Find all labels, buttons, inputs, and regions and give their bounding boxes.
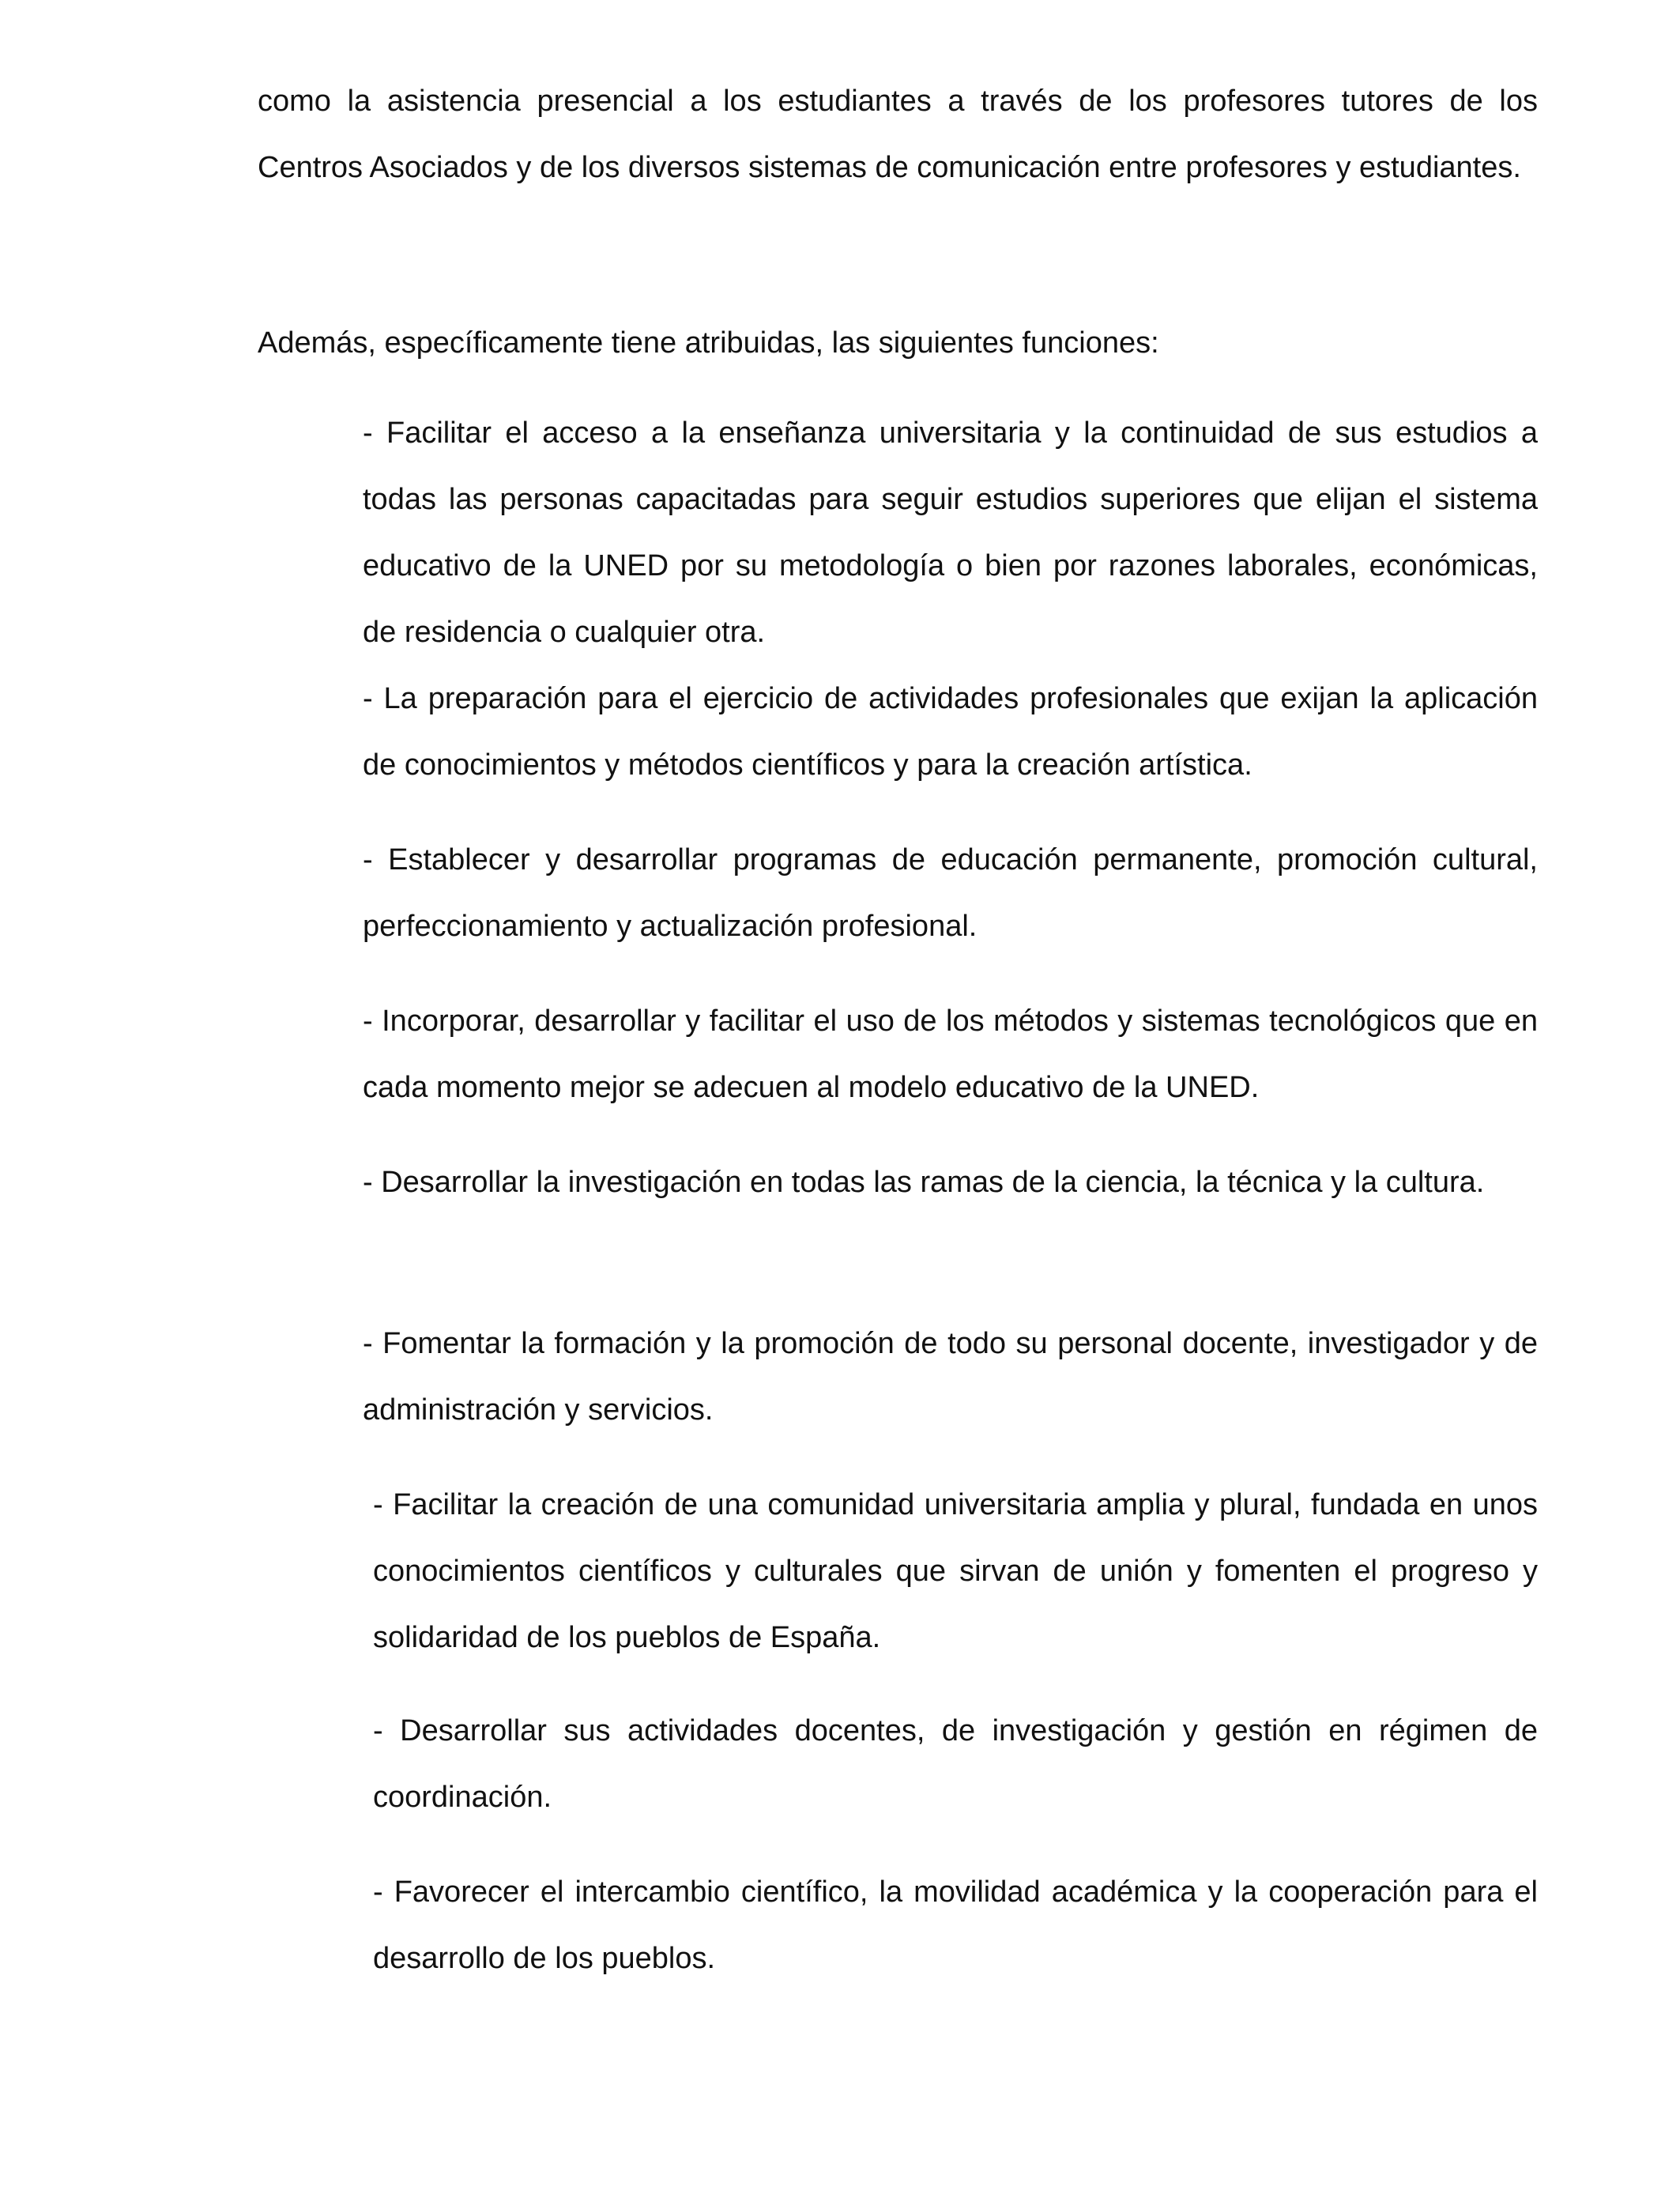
function-item-scientific-exchange: - Favorecer el intercambio científico, la movilidad académica y la cooperación para el desarrollo de los pueblos. <box>373 1875 1538 1975</box>
function-item-professional-preparation: - La preparación para el ejercicio de actividades profesionales que exijan la aplicación de conocimientos y métodos científicos y para la creación artística. <box>363 682 1538 782</box>
function-item-coordination: - Desarrollar sus actividades docentes, de investigación y gestión en régimen de coordinación. <box>373 1714 1538 1814</box>
intro-paragraph: como la asistencia presencial a los estudiantes a través de los profesores tutores de los Centros Asociados y de los diversos sistemas de comunicación entre profesores y estudiantes. <box>258 85 1538 184</box>
functions-lead-paragraph: Además, específicamente tiene atribuidas, las siguientes funciones: <box>258 326 1159 360</box>
function-item-permanent-education: - Establecer y desarrollar programas de educación permanente, promoción cultural, perfeccionamiento y actualización profesional. <box>363 843 1538 943</box>
function-item-staff-training: - Fomentar la formación y la promoción de todo su personal docente, investigador y de administración y servicios. <box>363 1327 1538 1427</box>
function-item-research: - Desarrollar la investigación en todas las ramas de la ciencia, la técnica y la cultura. <box>363 1166 1485 1199</box>
function-item-technology: - Incorporar, desarrollar y facilitar el uso de los métodos y sistemas tecnológicos que en cada momento mejor se adecuen al modelo educativo de la UNED. <box>363 1005 1538 1104</box>
function-item-university-community: - Facilitar la creación de una comunidad universitaria amplia y plural, fundada en unos conocimientos científicos y culturales que sirvan de unión y fomenten el progreso y solidaridad de los pueblos de España. <box>373 1488 1538 1654</box>
function-item-access: - Facilitar el acceso a la enseñanza universitaria y la continuidad de sus estudios a todas las personas capacitadas para seguir estudios superiores que elijan el sistema educativo de la UNED por su metodología o bien por razones laborales, económicas, de residencia o cualquier otra. <box>363 417 1538 649</box>
